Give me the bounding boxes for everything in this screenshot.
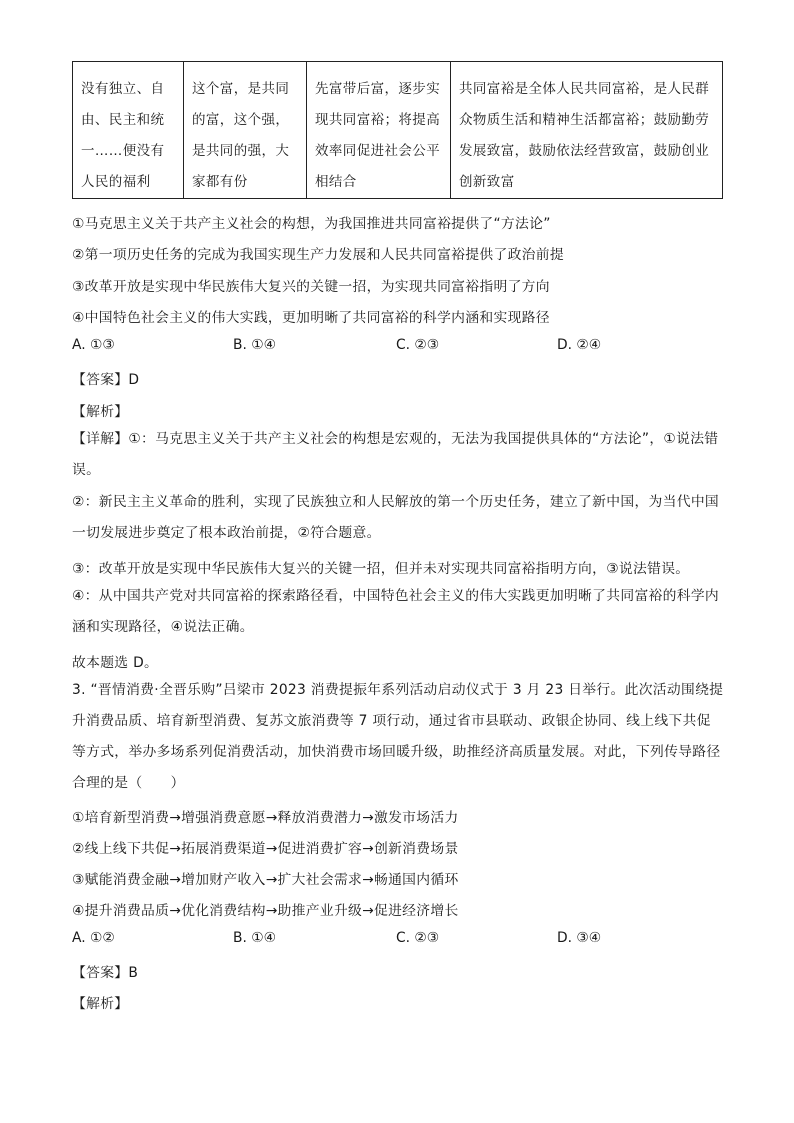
- q2-statement-3: ③改革开放是实现中华民族伟大复兴的关键一招，为实现共同富裕指明了方向: [72, 279, 550, 295]
- q2-analysis-label: 【解析】: [72, 404, 129, 420]
- table-cell: 没有独立、自由、民主和统一……便没有人民的福利: [73, 62, 184, 199]
- table-row: [73, 62, 723, 199]
- q2-option-d: D. ②④: [557, 337, 602, 353]
- q3-option-b: B. ①④: [233, 930, 276, 946]
- q3-option-d: D. ③④: [557, 930, 602, 946]
- q3-option-c: C. ②③: [396, 930, 440, 946]
- q3-analysis-label: 【解析】: [72, 996, 129, 1012]
- q2-detail-2: ②：新民主主义革命的胜利，实现了民族独立和人民解放的第一个历史任务，建立了新中国，为当代中国一切发展进步奠定了根本政治前提，②符合题意。: [72, 494, 720, 541]
- q2-answer: 【答案】D: [72, 372, 140, 388]
- q2-option-b: B. ①④: [233, 337, 276, 353]
- q3-statement-3: ③赋能消费金融→增加财产收入→扩大社会需求→畅通国内循环: [72, 872, 459, 888]
- q3-option-a: A. ①②: [72, 930, 115, 946]
- q2-conclusion: 故本题选 D。: [72, 655, 159, 671]
- q3-statement-1: ①培育新型消费→增强消费意愿→释放消费潜力→激发市场活力: [72, 810, 459, 826]
- table-cell: 这个富，是共同的富，这个强，是共同的强，大家都有份: [184, 62, 307, 199]
- q2-detail-4: ④：从中国共产党对共同富裕的探索路径看，中国特色社会主义的伟大实践更加明晰了共同富裕的科学内涵和实现路径，④说法正确。: [72, 588, 720, 635]
- q2-statement-1: ①马克思主义关于共产主义社会的构想，为我国推进共同富裕提供了“方法论”: [72, 216, 551, 232]
- quote-table: [72, 61, 723, 199]
- q2-option-a: A. ①③: [72, 337, 115, 353]
- q3-stem: 3. “晋情消费·全晋乐购”吕梁市 2023 消费提振年系列活动启动仪式于 3 月 23 日举行。此次活动围绕提升消费品质、培育新型消费、复苏文旅消费等 7 项行动，通过省市县联动、政银企协同、线上线下共促等方式，举办多场系列促消费活动，加快消费市场回暖升级，助推经济高质量发展。对此，下列传导路径合理的是（ ）: [72, 682, 724, 791]
- q2-option-c: C. ②③: [396, 337, 440, 353]
- q3-statement-4: ④提升消费品质→优化消费结构→助推产业升级→促进经济增长: [72, 903, 459, 919]
- q2-detail-1: 【详解】①：马克思主义关于共产主义社会的构想是宏观的，无法为我国提供具体的“方法论”，①说法错误。: [72, 431, 719, 478]
- q2-detail-3: ③：改革开放是实现中华民族伟大复兴的关键一招，但并未对实现共同富裕指明方向，③说法错误。: [72, 561, 690, 577]
- q3-statement-2: ②线上线下共促→拓展消费渠道→促进消费扩容→创新消费场景: [72, 841, 459, 857]
- q2-statement-4: ④中国特色社会主义的伟大实践，更加明晰了共同富裕的科学内涵和实现路径: [72, 310, 550, 326]
- table-cell: 共同富裕是全体人民共同富裕，是人民群众物质生活和精神生活都富裕；鼓励勤劳发展致富，鼓励依法经营致富，鼓励创业创新致富: [451, 62, 723, 199]
- table-cell: 先富带后富，逐步实现共同富裕；将提高效率同促进社会公平相结合: [307, 62, 451, 199]
- q3-answer: 【答案】B: [72, 965, 139, 981]
- q2-statement-2: ②第一项历史任务的完成为我国实现生产力发展和人民共同富裕提供了政治前提: [72, 247, 564, 263]
